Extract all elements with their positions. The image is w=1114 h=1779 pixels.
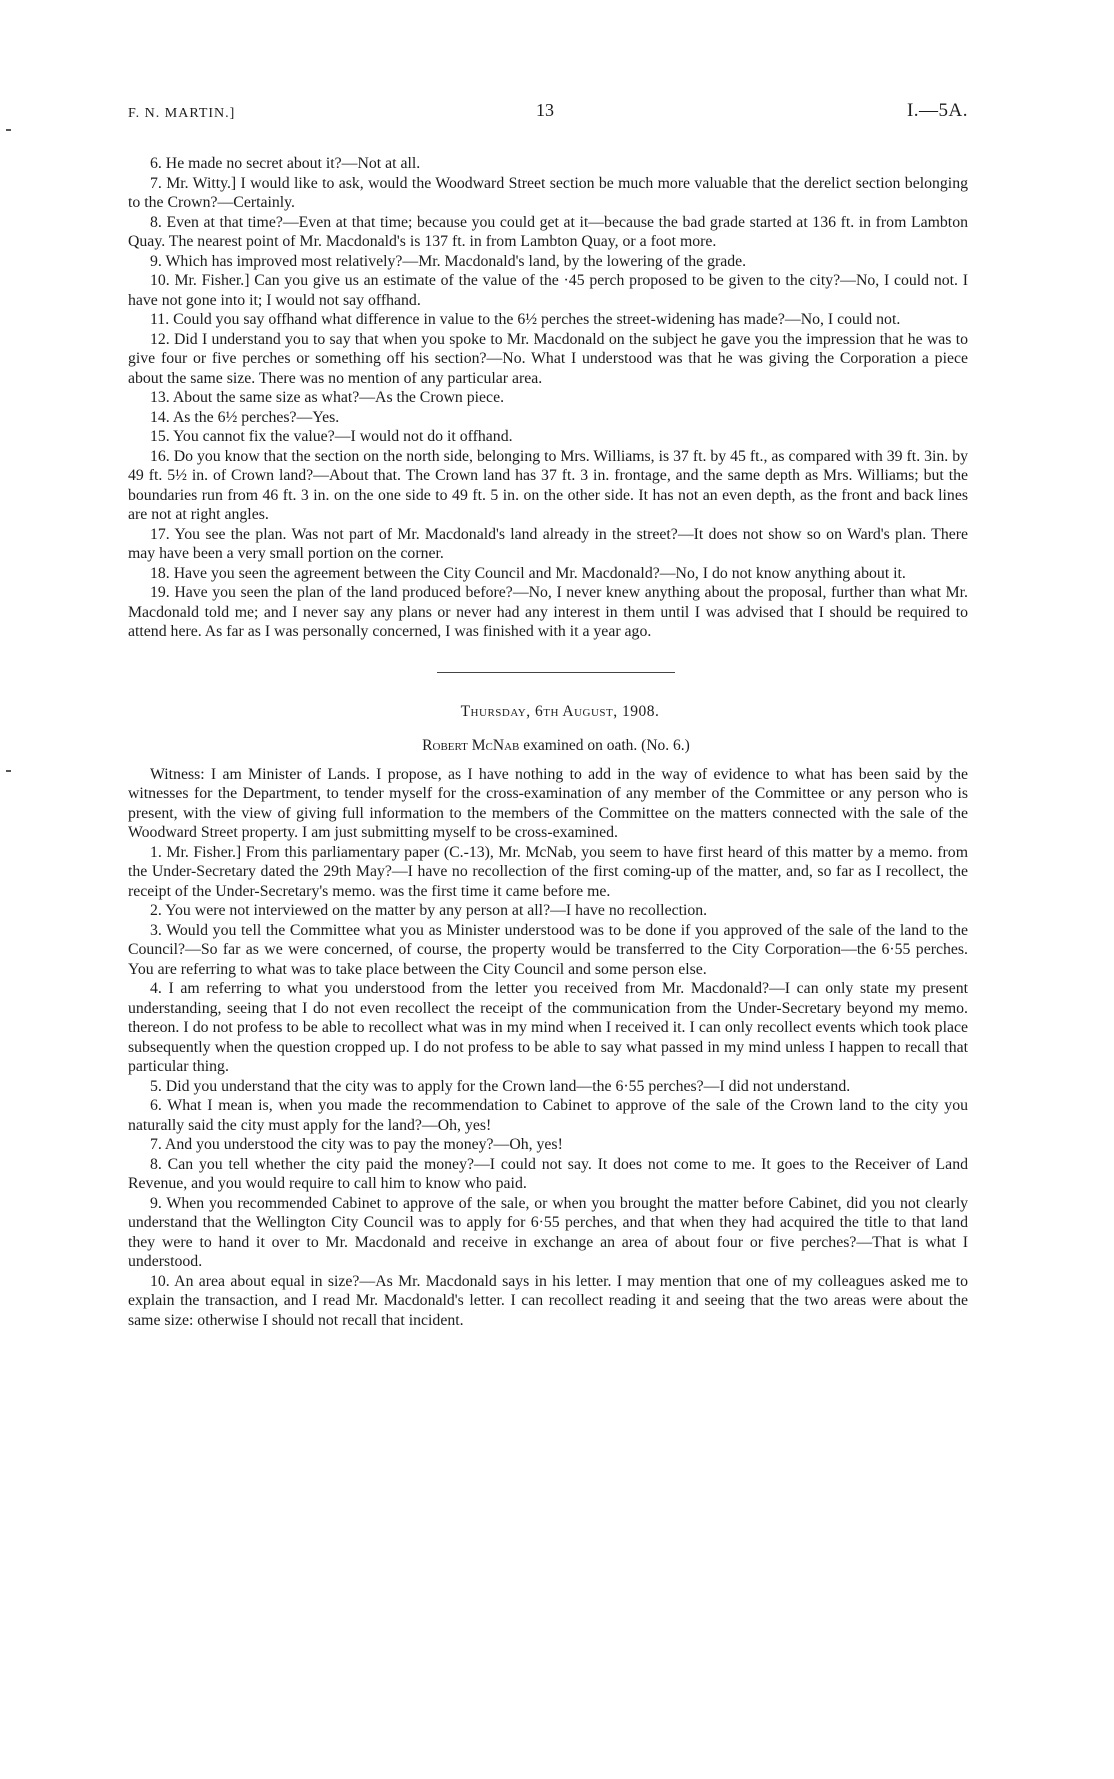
witness-heading <box>136 737 976 755</box>
witness-heading-suffix: examined on oath. (No. 6.) <box>523 736 690 754</box>
testimony-paragraph: 14. As the 6½ perches?—Yes. <box>150 408 340 426</box>
testimony-paragraph: 12. Did I understand you to say that when you spoke to Mr. Macdonald on the subject he gave you the impression that he was to give four or five perches or something off his section?—No. What I understood was that he was giving the Corporation a piece about the same size. There was no mention of any particular area. <box>128 330 968 387</box>
section-divider <box>437 672 675 673</box>
testimony-paragraph: 13. About the same size as what?—As the Crown piece. <box>150 389 505 406</box>
testimony-paragraph: 6. What I mean is, when you made the recommendation to Cabinet to approve of the sale of the Crown land to the city you naturally said the city must apply for the land?—Oh, yes! <box>128 1097 968 1134</box>
header-witness-name: F. N. MARTIN.] <box>128 106 236 121</box>
margin-mark <box>6 770 11 772</box>
testimony-paragraph: 10. An area about equal in size?—As Mr. Macdonald says in his letter. I may mention that one of my colleagues asked me to explain the transaction, and I read Mr. Macdonald's letter. I can recollect reading it and seeing that the two areas were about the same size: otherwise I should not recall that incident. <box>128 1272 968 1329</box>
paper-code: I.—5A. <box>906 100 968 121</box>
testimony-part-2 <box>128 765 968 1331</box>
testimony-paragraph: 7. And you understood the city was to pay the money?—Oh, yes! <box>150 1136 563 1153</box>
testimony-paragraph: 9. When you recommended Cabinet to approve of the sale, or when you brought the matter before Cabinet, did you not clearly understand that the Wellington City Council was to apply for 6·55 perches, and that when they had acquired the title to that land they were to hand it over to Mr. Macdonald and receive in exchange an area of about four or five perches?—That is what I understood. <box>128 1194 968 1270</box>
testimony-paragraph: 17. You see the plan. Was not part of Mr. Macdonald's land already in the street?—It does not show so on Ward's plan. There may have been a very small portion on the corner. <box>128 525 968 562</box>
testimony-paragraph: 9. Which has improved most relatively?—Mr. Macdonald's land, by the lowering of the grade. <box>150 252 747 270</box>
testimony-paragraph: 3. Would you tell the Committee what you as Minister understood was to be done if you approved of the sale of the land to the Council?—So far as we were concerned, of course, the property would be transferred to the City Corporation—the 6·55 perches. You are referring to what was to take place between the City Council and some person else. <box>128 921 968 978</box>
running-header <box>128 98 968 124</box>
testimony-paragraph: 7. Mr. Witty.] I would like to ask, would the Woodward Street section be much more valuable that the derelict section belonging to the Crown?—Certainly. <box>128 174 968 211</box>
testimony-part-1 <box>128 154 968 642</box>
testimony-paragraph: 1. Mr. Fisher.] From this parliamentary paper (C.-13), Mr. McNab, you seem to have first heard of this matter by a memo. from the Under-Secretary dated the 29th May?—I have no recollection of the first coming-up of the matter, and, so far as I recollect, the receipt of the Under-Secretary's memo. was the first time it came before me. <box>128 843 968 900</box>
testimony-paragraph: 2. You were not interviewed on the matter by any person at all?—I have no recollection. <box>150 902 708 919</box>
testimony-paragraph: 8. Even at that time?—Even at that time; because you could get at it—because the bad grade started at 136 ft. in from Lambton Quay. The nearest point of Mr. Macdonald's is 137 ft. in from Lambton Quay, or a foot more. <box>128 213 968 250</box>
witness-heading-name: Robert McNab <box>422 736 520 754</box>
document-page <box>128 98 968 1330</box>
testimony-paragraph: 4. I am referring to what you understood from the letter you received from Mr. Macdonald?—I can only state my present understanding, seeing that I do not even recollect the receipt of the communication from the Under-Secretary beyond my memo. thereon. I do not profess to be able to recollect what was in my mind when I received it. I can only recollect events which took place subsequently when the question cropped up. I do not profess to be able to say what passed in my mind unless I happen to recall that particular thing. <box>128 980 968 1075</box>
date-heading: Thursday, 6th August, 1908. <box>460 702 660 720</box>
testimony-paragraph: 19. Have you seen the plan of the land produced before?—No, I never knew anything about the proposal, further than what Mr. Macdonald told me; and I never say any plans or never had any interest in them until I was advised that I should be required to attend here. As far as I was personally concerned, I was finished with it a year ago. <box>128 584 968 640</box>
testimony-paragraph: 10. Mr. Fisher.] Can you give us an estimate of the value of the ·45 perch proposed to be given to the city?—No, I could not. I have not gone into it; I would not say offhand. <box>128 272 968 309</box>
testimony-paragraph: 5. Did you understand that the city was to apply for the Crown land—the 6·55 perches?—I did not understand. <box>150 1077 851 1095</box>
page-number: 13 <box>536 100 554 120</box>
witness-statement: Witness: I am Minister of Lands. I propose, as I have nothing to add in the way of evidence to what has been said by the witnesses for the Department, to tender myself for the cross-examination of any member of the Committee or any person who is present, with the view of giving full information to the members of the Committee on the matters connected with the sale of the Woodward Street property. I am just submitting myself to be cross-examined. <box>128 765 968 841</box>
testimony-paragraph: 11. Could you say offhand what difference in value to the 6½ perches the street-widening has made?—No, I could not. <box>150 311 901 328</box>
testimony-paragraph: 6. He made no secret about it?—Not at all. <box>150 155 421 172</box>
margin-mark <box>6 129 11 131</box>
testimony-paragraph: 16. Do you know that the section on the north side, belonging to Mrs. Williams, is 37 ft. by 45 ft., as compared with 39 ft. 3in. by 49 ft. 5½ in. of Crown land?—About that. The Crown land has 37 ft. 3 in. frontage, and the same depth as Mrs. Williams; but the boundaries run from 46 ft. 3 in. on the one side to 49 ft. 5 in. on the other side. It has not an even depth, as the front and back lines are not at right angles. <box>128 447 968 523</box>
testimony-paragraph: 15. You cannot fix the value?—I would not do it offhand. <box>150 428 513 445</box>
testimony-paragraph: 8. Can you tell whether the city paid the money?—I could not say. It does not come to me. It goes to the Receiver of Land Revenue, and you would require to call him to know who paid. <box>128 1155 968 1192</box>
testimony-paragraph: 18. Have you seen the agreement between the City Council and Mr. Macdonald?—No, I do not know anything about it. <box>150 564 906 582</box>
